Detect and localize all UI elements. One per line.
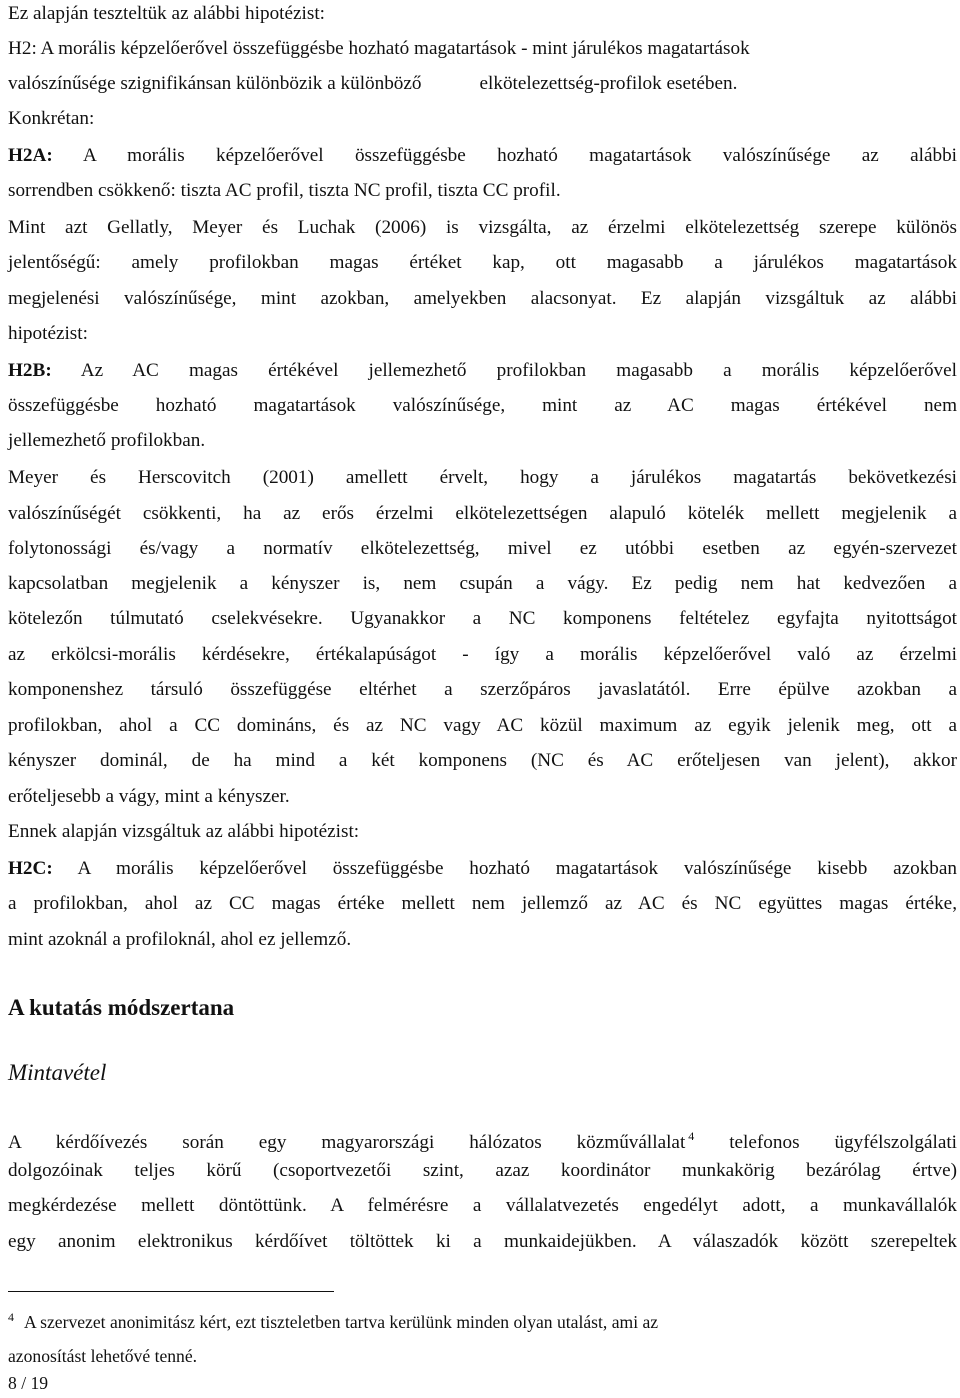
text-line: Mint azt Gellatly, Meyer és Luchak (2006) is vizsgálta, az érzelmi elkötelezettség szerepe különös	[8, 217, 957, 238]
page-number: 8 / 19	[8, 1373, 49, 1393]
text-line: a profilokban, ahol az CC magas értéke mellett nem jellemző az AC és NC együttes magas értéke,	[8, 893, 957, 914]
text-line: erőteljesebb a vágy, mint a kényszer.	[8, 786, 290, 807]
text-line: összefüggésbe hozható magatartások valószínűsége, mint az AC magas értékével nem	[8, 395, 957, 416]
footnote-number: 4	[8, 1310, 14, 1324]
text-line: valószínűsége szignifikánsan különbözik a különböző elkötelezettség-profilok esetében.	[8, 73, 738, 94]
text-line: hipotézist:	[8, 323, 88, 344]
text-line: kapcsolatban megjelenik a kényszer is, nem csupán a vágy. Ez pedig nem hat kedvezően a	[8, 573, 957, 594]
hypothesis-h2c: H2C: A morális képzelőerővel összefüggésbe hozható magatartások valószínűsége kisebb azokban	[8, 858, 957, 879]
hypothesis-h2a: H2A: A morális képzelőerővel összefüggésbe hozható magatartások valószínűsége az alábbi	[8, 145, 957, 166]
text-line: jellemezhető profilokban.	[8, 430, 206, 451]
text-line: egy anonim elektronikus kérdőívet töltöttek ki a munkaidejükben. A válaszadók között szerepeltek	[8, 1231, 957, 1252]
text-line: megjelenési valószínűsége, mint azokban, amelyekben alacsonyat. Ez alapján vizsgáltuk az alábbi	[8, 288, 957, 309]
text-line: Konkrétan:	[8, 108, 95, 129]
text-line: az erkölcsi-morális kérdésekre, értékalapúságot - így a morális képzelőerővel való az érzelmi	[8, 644, 957, 665]
text-line: A kérdőívezés során egy magyarországi hálózatos közművállalat $^4$ telefonos ügyfélszolgálati	[8, 1129, 957, 1153]
section-title: A kutatás módszertana	[8, 995, 235, 1020]
text-line: Meyer és Herscovitch (2001) amellett érvelt, hogy a járulékos magatartás bekövetkezési	[8, 467, 957, 488]
text-line: Ez alapján teszteltük az alábbi hipotézist:	[8, 3, 325, 24]
text-line: kötelezőn túlmutató cselekvésekre. Ugyanakkor a NC komponens feltételez egyfajta nyitottságot	[8, 608, 957, 629]
text-line: megkérdezése mellett döntöttünk. A felmérésre a vállalatvezetés engedélyt adott, a munkavállalók	[8, 1195, 957, 1216]
text-line: valószínűségét csökkenti, ha az erős érzelmi elkötelezettségen alapuló kötelék mellett megjelenik a	[8, 503, 957, 524]
footnote-marker: 4	[688, 1129, 695, 1143]
footnote-continuation: azonosítást lehetővé tenné.	[8, 1346, 198, 1366]
hypothesis-h2: H2: A morális képzelőerővel összefüggésbe hozható magatartások - mint járulékos magatartások	[8, 38, 750, 59]
subsection-title: Mintavétel	[8, 1060, 107, 1085]
text-line: mint azoknál a profiloknál, ahol ez jellemző.	[8, 929, 352, 950]
text-line: folytonossági és/vagy a normatív elkötelezettség, mivel ez utóbbi esetben az egyén-szervezet	[8, 538, 957, 559]
text-line: dolgozóinak teljes körű (csoportvezetői szint, azaz koordinátor munkakörig bezárólag értve)	[8, 1160, 957, 1181]
text-line: Ennek alapján vizsgáltuk az alábbi hipotézist:	[8, 821, 360, 842]
text-line: kényszer dominál, de ha mind a két komponens (NC és AC erőteljesen van jelent), akkor	[8, 750, 957, 771]
text-line: komponenshez társuló összefüggése eltérhet a szerzőpáros javaslatától. Erre épülve azokban a	[8, 679, 957, 700]
text-line: profilokban, ahol a CC domináns, és az NC vagy AC közül maximum az egyik jelenik meg, ott a	[8, 715, 957, 736]
text-line: sorrendben csökkenő: tiszta AC profil, tiszta NC profil, tiszta CC profil.	[8, 180, 561, 201]
footnote-divider	[8, 1291, 334, 1292]
text-line: jelentőségű: amely profilokban magas értéket kap, ott magasabb a járulékos magatartások	[8, 252, 957, 273]
footnote: $^4$ A szervezet anonimitász kért, ezt tiszteletben tartva kerülünk minden olyan utalást, ami az	[8, 1310, 659, 1332]
hypothesis-h2b: H2B: Az AC magas értékével jellemezhető profilokban magasabb a morális képzelőerővel	[8, 360, 957, 381]
